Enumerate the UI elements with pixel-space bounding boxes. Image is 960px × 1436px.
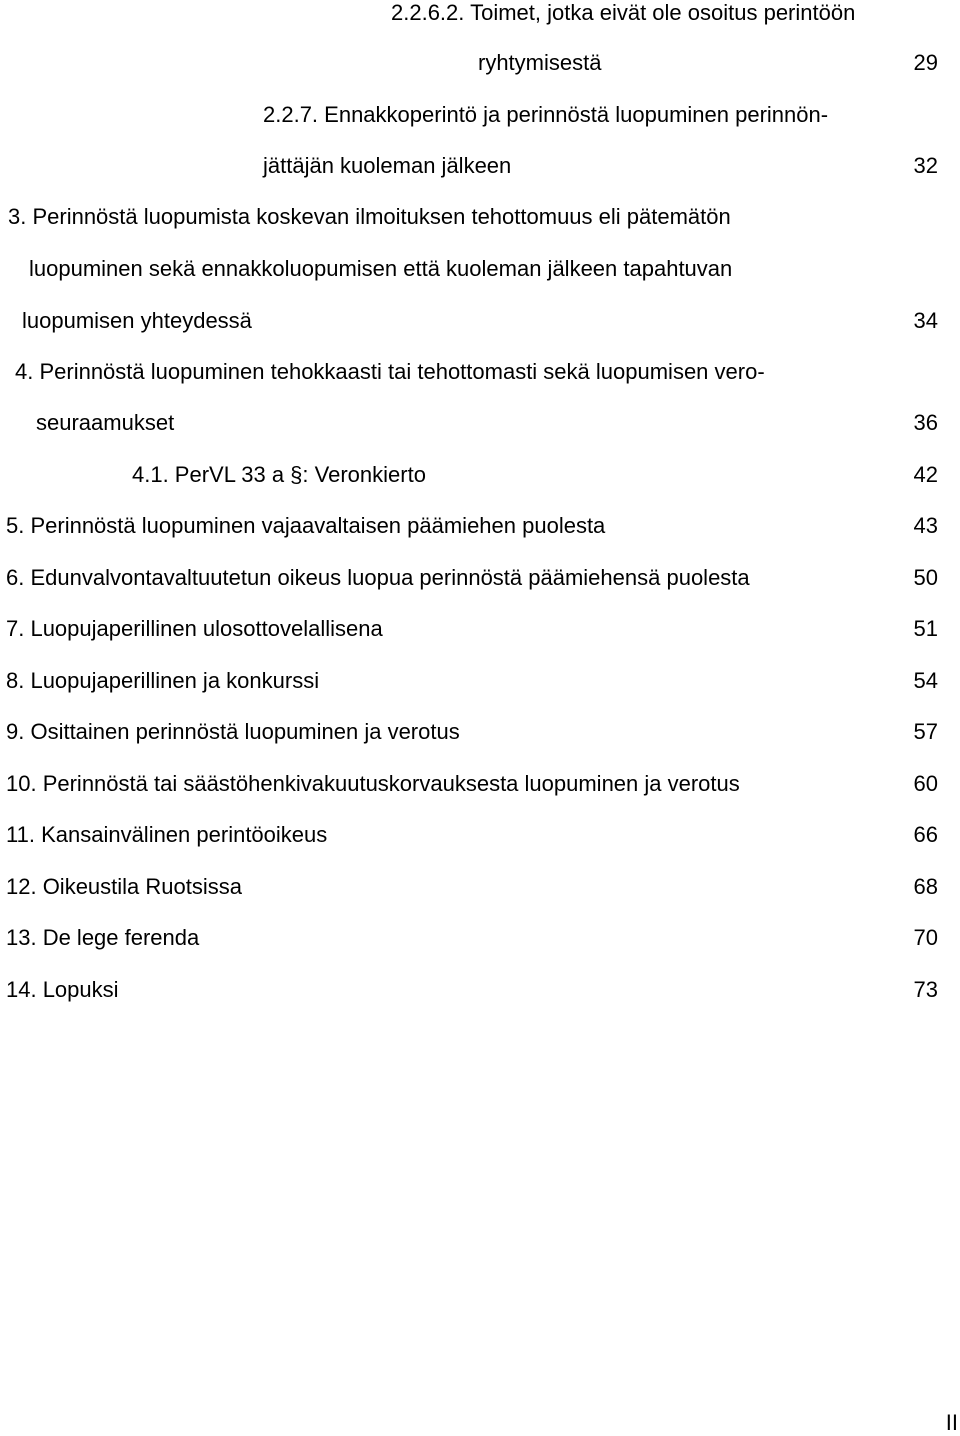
toc-page-number: 43 [913,513,938,538]
toc-entry-line: 9. Osittainen perinnöstä luopuminen ja verotus [6,719,460,744]
toc-page-number: 60 [913,771,938,796]
toc-entry-line: 8. Luopujaperillinen ja konkurssi [6,668,320,693]
toc-entry-line: 3. Perinnöstä luopumista koskevan ilmoituksen tehottomuus eli pätemätön [8,204,731,229]
toc-page-number: 29 [913,50,938,75]
toc-page-number: 51 [913,616,938,641]
toc-page-number: 70 [913,925,938,950]
toc-page-number: 42 [913,462,938,487]
toc-entry-line: luopumisen yhteydessä [22,308,252,333]
toc-entry-line: 6. Edunvalvontavaltuutetun oikeus luopua perinnöstä päämiehensä puolesta [6,565,750,590]
toc-entry-line: 2.2.6.2. Toimet, jotka eivät ole osoitus perintöön [391,0,856,25]
toc-entry-line: jättäjän kuoleman jälkeen [263,153,512,178]
toc-page-number: 50 [913,565,938,590]
toc-entry-line: 14. Lopuksi [6,977,119,1002]
toc-entry-line: 11. Kansainvälinen perintöoikeus [6,822,328,847]
toc-entry-line: seuraamukset [36,410,175,435]
toc-entry-line: 4.1. PerVL 33 a §: Veronkierto [132,462,426,487]
toc-entry-line: 5. Perinnöstä luopuminen vajaavaltaisen päämiehen puolesta [6,513,606,538]
toc-page-number: 57 [913,719,938,744]
toc-entry-line: 2.2.7. Ennakkoperintö ja perinnöstä luopuminen perinnön- [263,102,829,127]
toc-entry-line: 10. Perinnöstä tai säästöhenkivakuutuskorvauksesta luopuminen ja verotus [6,771,740,796]
toc-entry-line: 4. Perinnöstä luopuminen tehokkaasti tai tehottomasti sekä luopumisen vero- [15,359,765,384]
toc-page-number: 54 [913,668,938,693]
toc-page-number: 34 [913,308,938,333]
toc-page-number: 66 [913,822,938,847]
toc-entry-line: 12. Oikeustila Ruotsissa [6,874,242,899]
toc-entry-line: ryhtymisestä [478,50,602,75]
toc-entry-line: 13. De lege ferenda [6,925,200,950]
toc-entry-line: 7. Luopujaperillinen ulosottovelallisena [6,616,383,641]
page-number-footer: II [945,1410,958,1435]
toc-page-number: 68 [913,874,938,899]
toc-entry-line: luopuminen sekä ennakkoluopumisen että kuoleman jälkeen tapahtuvan [29,256,733,281]
toc-page-number: 73 [913,977,938,1002]
toc-page-number: 36 [913,410,938,435]
toc-page-number: 32 [913,153,938,178]
